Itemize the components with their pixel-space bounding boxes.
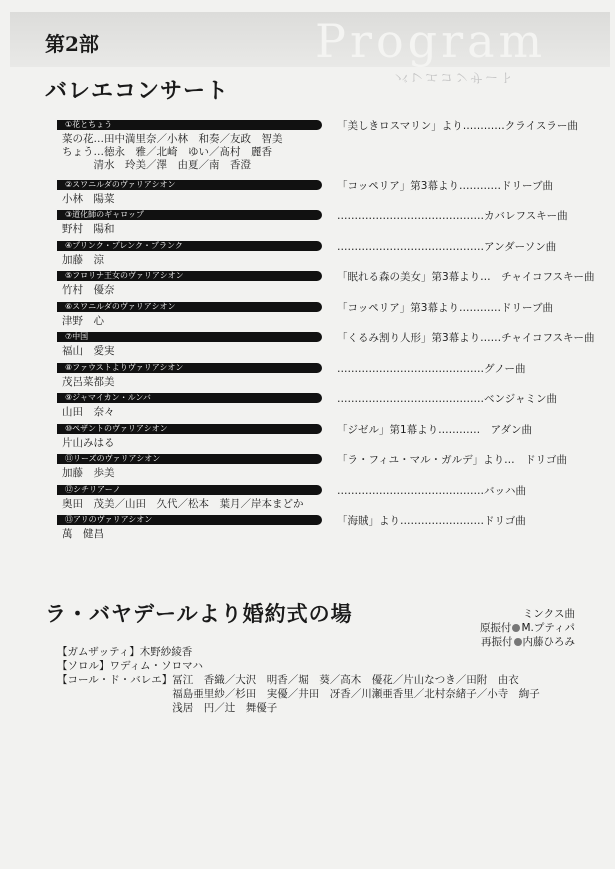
credits [480, 607, 575, 649]
item-source: 「ジゼル」第1幕より………… アダン曲 [337, 424, 533, 436]
item-label-bar: ⑩ペザントのヴァリアシオン [57, 424, 322, 434]
program-watermark: Program [315, 14, 547, 68]
role-cast: ワディム・ソロマハ [109, 660, 204, 672]
item-source: ……………………………………グノー曲 [337, 363, 526, 375]
item-cast: 菜の花…田中満里奈／小林 和奏／友政 智美 ちょう…徳永 雅／北崎 ゆい／髙村 麗香 清水 玲美／澤 由夏／南 香澄 [62, 133, 283, 171]
item-label-bar: ⑪リーズのヴァリアシオン [57, 454, 322, 464]
item-source: ……………………………………バッハ曲 [337, 485, 526, 497]
role-row [57, 673, 540, 715]
item-cast: 山田 奈々 [62, 406, 115, 418]
item-label-bar: ①花とちょう [57, 120, 322, 130]
original-choreography [480, 621, 575, 635]
item-label-bar: ⑬アリのヴァリアシオン [57, 515, 322, 525]
item-cast: 竹村 優奈 [62, 284, 115, 296]
item-source: 「コッペリア」第3幕より…………ドリーブ曲 [337, 180, 553, 192]
item-cast: 野村 陽和 [62, 223, 115, 235]
item-label-bar: ⑧ファウストよりヴァリアシオン [57, 363, 322, 373]
re-choreo-name: 内藤ひろみ [522, 636, 575, 648]
role-name: 【コール・ド・バレエ】 [57, 674, 173, 686]
item-label-bar: ⑤フロリナ王女のヴァリアシオン [57, 271, 322, 281]
role-cast: 木野紗綾香 [139, 646, 193, 658]
item-source: ……………………………………アンダーソン曲 [337, 241, 557, 253]
item-label-bar: ⑥スワニルダのヴァリアシオン [57, 302, 322, 312]
item-cast: 福山 愛実 [62, 345, 115, 357]
item-source: 「コッペリア」第3幕より…………ドリーブ曲 [337, 302, 553, 314]
item-source: 「眠れる森の美女」第3幕より… チャイコフスキー曲 [337, 271, 595, 283]
role-row [57, 645, 540, 659]
orig-choreo-name: M.プティパ [521, 622, 575, 634]
item-cast: 加藤 歩美 [62, 467, 115, 479]
item-source: 「海賊」より……………………ドリゴ曲 [337, 515, 526, 527]
item-label-bar: ③道化師のギャロップ [57, 210, 322, 220]
item-source: 「ラ・フィユ・マル・ガルデ」より… ドリゴ曲 [337, 454, 567, 466]
role-name: 【ソロル】 [57, 660, 110, 672]
item-source: ……………………………………ベンジャミン曲 [337, 393, 558, 405]
part-label: 第2部 [45, 32, 99, 56]
item-cast: 萬 健昌 [62, 528, 104, 540]
item-cast: 小林 陽菜 [62, 193, 115, 205]
section-title-bayadere: ラ・バヤデールより婚約式の場 [45, 602, 353, 626]
composer: ミンクス曲 [522, 608, 575, 620]
item-cast: 奥田 茂美／山田 久代／松本 葉月／岸本まどか [62, 498, 304, 510]
item-source: 「くるみ割り人形」第3幕より……チャイコフスキー曲 [337, 332, 595, 344]
item-cast: 茂呂菜都美 [62, 376, 115, 388]
role-row [57, 659, 540, 673]
section-title-ballet-concert: バレエコンサート [45, 79, 230, 104]
item-label-bar: ④プリンク・プレンク・プランク [57, 241, 322, 251]
re-choreo-label: 再振付 [481, 636, 513, 648]
mirror-text: バレエコンサート [395, 69, 516, 84]
item-label-bar: ⑫シチリアーノ [57, 485, 322, 495]
role-cast: 冨江 香織／大沢 明香／堀 葵／高木 優花／片山なつき／田附 由衣 福島亜里紗／杉田 実優／井田 冴香／川瀬亜香里／北村奈緒子／小寺 絢子 浅居 円／辻 舞優子 [172, 674, 540, 714]
role-name: 【ガムザッティ】 [57, 646, 140, 658]
item-cast: 津野 心 [62, 315, 104, 327]
item-label-bar: ⑦中国 [57, 332, 322, 342]
item-label-bar: ⑨ジャマイカン・ルンバ [57, 393, 322, 403]
item-source: ……………………………………カバレフスキー曲 [337, 210, 568, 222]
item-cast: 加藤 涼 [62, 254, 104, 266]
item-source: 「美しきロスマリン」より…………クライスラー曲 [337, 120, 578, 132]
item-cast: 片山みはる [62, 437, 115, 449]
item-label-bar: ②スワニルダのヴァリアシオン [57, 180, 322, 190]
dot-icon [512, 624, 520, 632]
orig-choreo-label: 原振付 [479, 622, 512, 634]
roles-list [57, 645, 540, 715]
